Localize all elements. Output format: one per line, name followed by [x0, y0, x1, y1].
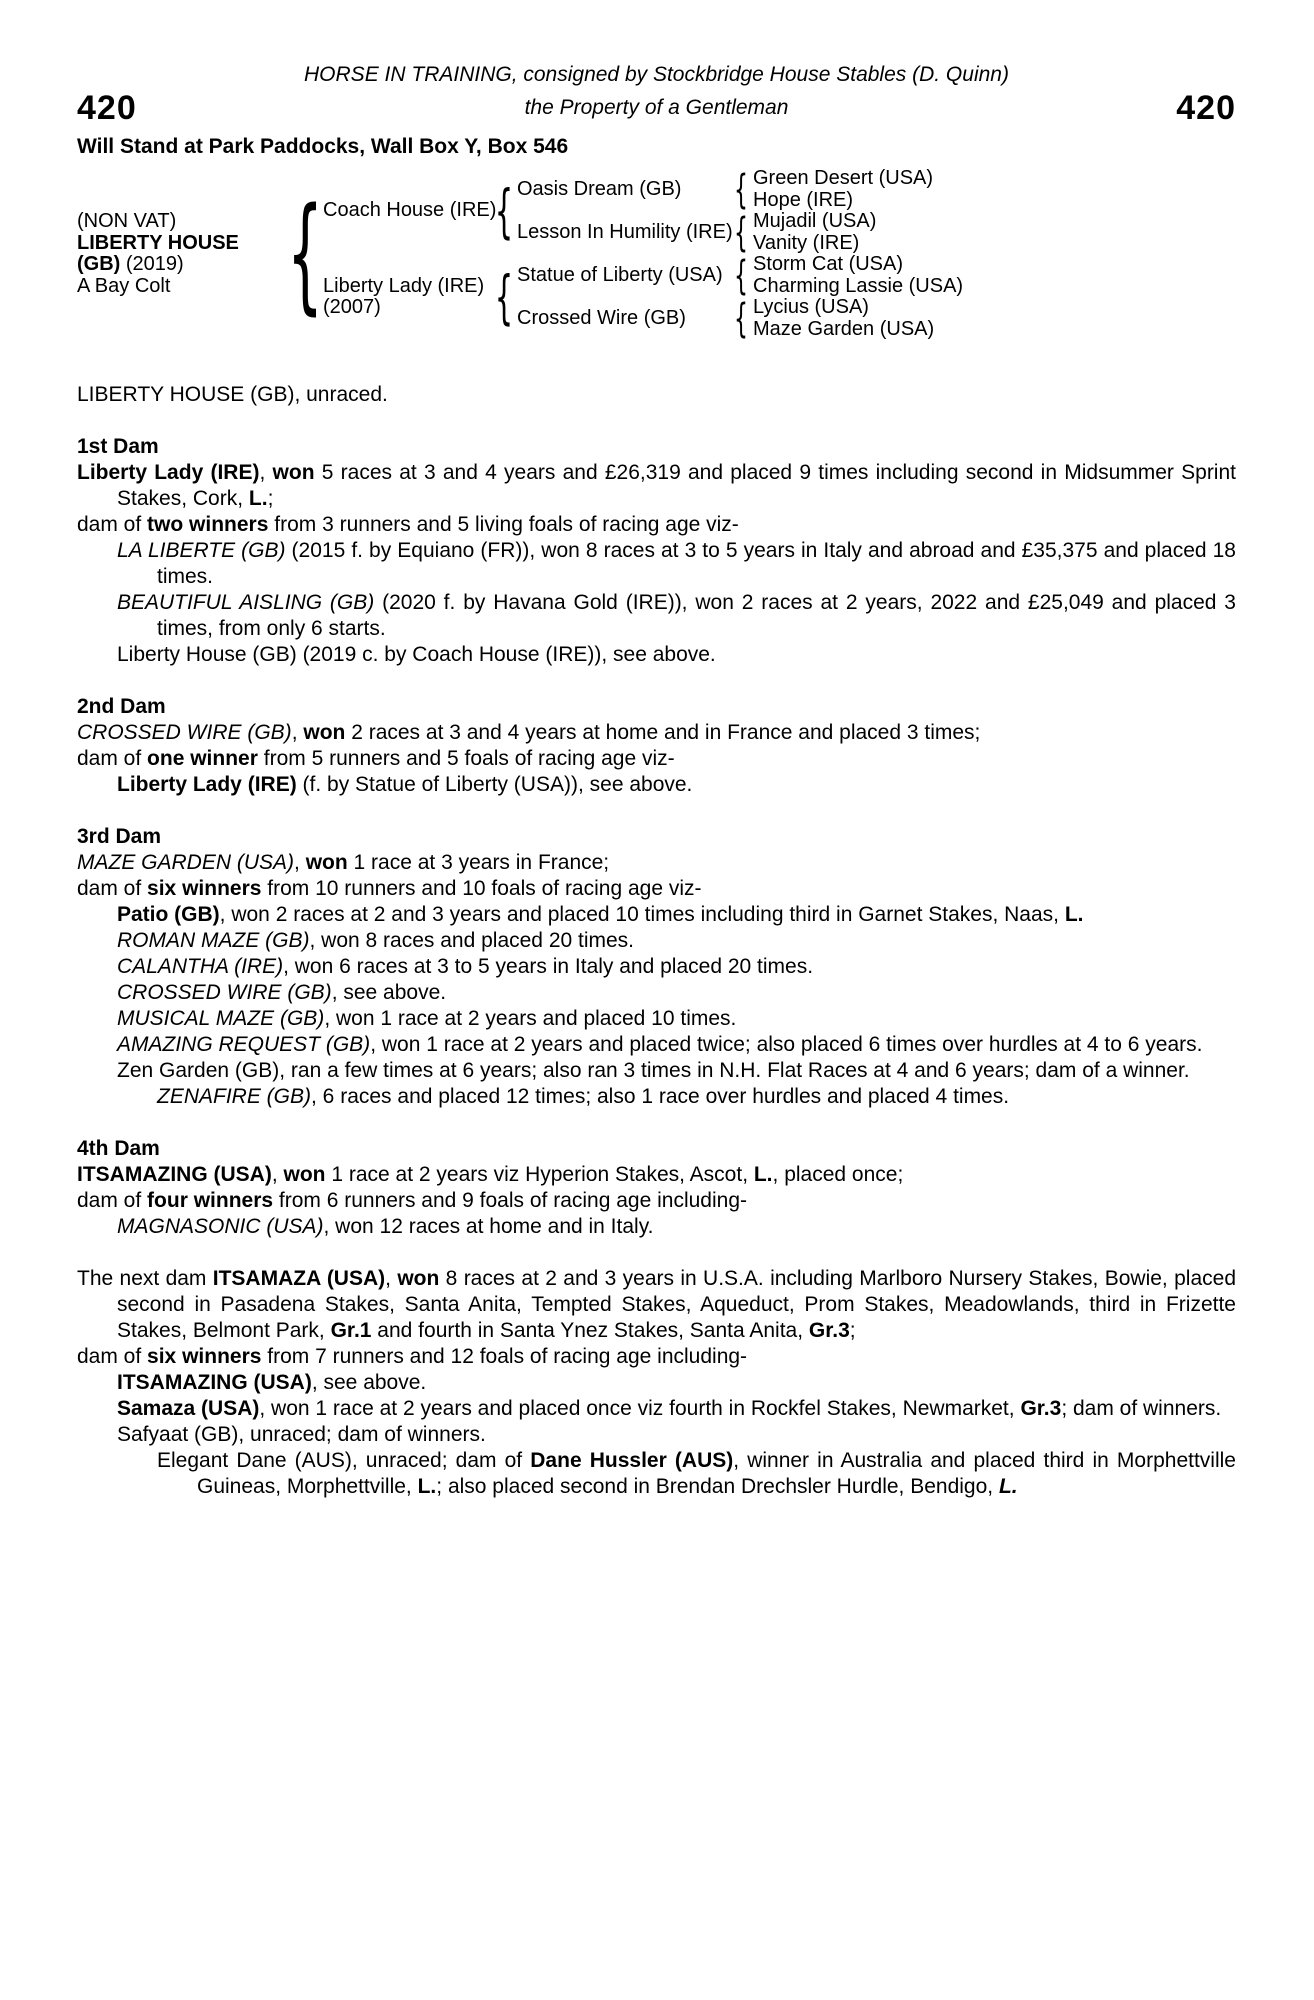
text-segment: The next dam [77, 1267, 213, 1290]
gen3-name: Storm Cat (USA) [753, 253, 904, 275]
dam-year: (2007) [323, 296, 381, 318]
text-segment: two winners [147, 513, 269, 536]
text-segment: , won 12 races at home and in Italy. [323, 1215, 654, 1238]
text-segment: from 6 runners and 9 foals of racing age including- [273, 1189, 747, 1212]
section-heading [77, 824, 1236, 850]
catalog-paragraph [77, 1188, 1236, 1214]
text-segment: and fourth in Santa Ynez Stakes, Santa Anita, [371, 1319, 809, 1342]
text-segment: Zen Garden (GB), ran a few times at 6 years; also ran 3 times in N.H. Flat Races at 4 and 6 years; dam of a winner. [117, 1059, 1190, 1082]
pedigree-gen2-column [517, 168, 933, 254]
brace-icon: { [734, 209, 749, 256]
text-segment: L. [1064, 903, 1084, 926]
gen2-name: Statue of Liberty (USA) [517, 263, 723, 286]
text-segment: (2020 f. by Havana Gold (IRE)), won 2 races at 2 years, 2022 and £25,049 and placed 3 times, from only 6 starts. [157, 591, 1236, 640]
text-segment: , winner in Australia and placed third in Morphettville Guineas, Morphettville, [197, 1449, 1236, 1498]
lot-number-right: 420 [1176, 89, 1236, 127]
pedigree-gen3-column [753, 168, 933, 211]
gen3-name: Charming Lassie (USA) [753, 274, 964, 297]
text-segment: , placed once; [772, 1163, 904, 1186]
catalog-paragraph [117, 1214, 1236, 1240]
text-segment: L. [417, 1475, 437, 1498]
text-segment: dam of [77, 513, 148, 536]
text-segment: 2nd Dam [77, 695, 166, 718]
gen2-group [517, 297, 963, 340]
gen3-name: Hope (IRE) [753, 188, 854, 211]
text-segment: L. [998, 1475, 1018, 1498]
text-segment: , see above. [331, 981, 447, 1004]
text-segment: L. [248, 487, 268, 510]
text-segment: Liberty House (GB) (2019 c. by Coach House (IRE)), see above. [117, 643, 716, 666]
catalog-paragraph [77, 720, 1236, 746]
text-segment: Liberty Lady (IRE) [117, 773, 297, 796]
text-segment: 4th Dam [77, 1137, 160, 1160]
catalog-paragraph [77, 382, 1236, 408]
text-segment: won [283, 1163, 326, 1186]
text-segment: four winners [147, 1189, 274, 1212]
text-segment: ; dam of winners. [1061, 1397, 1222, 1420]
catalog-paragraph [77, 1344, 1236, 1370]
catalog-paragraph [117, 980, 1236, 1006]
text-segment: ITSAMAZING (USA) [77, 1163, 272, 1186]
text-segment: Liberty Lady (IRE) [77, 461, 260, 484]
text-segment: dam of [77, 1189, 148, 1212]
text-segment: won [305, 851, 348, 874]
text-segment: ; also placed second in Brendan Drechsler Hurdle, Bendigo, [436, 1475, 999, 1498]
brace-icon: { [734, 166, 749, 213]
non-vat-label: (NON VAT) [77, 210, 177, 232]
pedigree-left-block [77, 211, 287, 297]
text-segment: CROSSED WIRE (GB) [77, 721, 292, 744]
pedigree-gen1-column [323, 168, 963, 340]
text-segment: Elegant Dane (AUS), unraced; dam of [157, 1449, 531, 1472]
text-segment: ROMAN MAZE (GB) [117, 929, 310, 952]
catalog-paragraph [77, 1162, 1236, 1188]
text-segment: dam of [77, 1345, 148, 1368]
text-segment: six winners [147, 877, 262, 900]
text-segment: MUSICAL MAZE (GB) [117, 1007, 325, 1030]
catalog-paragraph [117, 642, 1236, 668]
text-segment: dam of [77, 747, 148, 770]
stand-location-line: Will Stand at Park Paddocks, Wall Box Y, Box 546 [77, 135, 569, 158]
gen2-group [517, 211, 933, 254]
text-segment: ; [849, 1319, 856, 1342]
catalog-paragraph [117, 902, 1236, 928]
text-segment: , won 1 race at 2 years and placed twice; also placed 6 times over hurdles at 4 to 6 years. [370, 1033, 1203, 1056]
text-segment: from 10 runners and 10 foals of racing age viz- [261, 877, 702, 900]
horse-year: (2019) [120, 253, 184, 275]
brace-icon: { [494, 263, 514, 331]
text-segment: one winner [147, 747, 258, 770]
text-segment: , [271, 1163, 284, 1186]
catalog-paragraph [77, 876, 1236, 902]
text-segment: Gr.1 [330, 1319, 372, 1342]
pedigree-gen3-column [753, 211, 876, 254]
dam-name: Liberty Lady (IRE) [323, 274, 485, 297]
text-segment: CROSSED WIRE (GB) [117, 981, 332, 1004]
text-segment: from 7 runners and 12 foals of racing age including- [261, 1345, 748, 1368]
gen2-name: Oasis Dream (GB) [517, 177, 682, 200]
catalog-paragraph [117, 590, 1236, 642]
text-segment: Gr.3 [808, 1319, 850, 1342]
text-segment: dam of [77, 877, 148, 900]
text-segment: from 5 runners and 5 foals of racing age viz- [257, 747, 675, 770]
text-segment: Patio (GB) [117, 903, 220, 926]
gen3-name: Mujadil (USA) [753, 210, 877, 232]
gen2-name: Lesson In Humility (IRE) [517, 220, 733, 243]
gen2-name: Crossed Wire (GB) [517, 306, 686, 329]
text-segment: MAZE GARDEN (USA) [77, 851, 295, 874]
text-segment: , [385, 1267, 398, 1290]
catalog-paragraph [157, 1448, 1236, 1500]
catalog-paragraph [117, 954, 1236, 980]
text-segment: Safyaat (GB), unraced; dam of winners. [117, 1423, 486, 1446]
sire-name: Coach House (IRE) [323, 199, 497, 222]
text-segment: L. [753, 1163, 773, 1186]
text-segment: ITSAMAZING (USA) [117, 1371, 312, 1394]
text-segment: 3rd Dam [77, 825, 162, 848]
catalog-paragraph [157, 1084, 1236, 1110]
gen3-name: Lycius (USA) [753, 296, 869, 318]
catalog-paragraph [77, 460, 1236, 512]
brace-icon: { [734, 295, 749, 342]
pedigree-gen2-column [517, 254, 963, 340]
pedigree-table [77, 168, 1236, 340]
text-segment: LIBERTY HOUSE (GB), unraced. [77, 383, 388, 406]
horse-suffix [77, 254, 287, 276]
text-segment: 2 races at 3 and 4 years at home and in France and placed 3 times; [345, 721, 981, 744]
catalog-paragraph [77, 1266, 1236, 1344]
catalog-paragraph [117, 1058, 1236, 1084]
lot-header-row [77, 90, 1236, 126]
text-segment: , see above. [311, 1371, 427, 1394]
text-segment: , 6 races and placed 12 times; also 1 race over hurdles and placed 4 times. [311, 1085, 1010, 1108]
brace-icon: { [734, 252, 749, 299]
text-segment: Gr.3 [1020, 1397, 1062, 1420]
text-segment: Samaza (USA) [117, 1397, 260, 1420]
gen2-group [517, 254, 963, 297]
text-segment: , [291, 721, 304, 744]
text-segment: ; [267, 487, 274, 510]
text-segment: (2015 f. by Equiano (FR)), won 8 races at 3 to 5 years in Italy and abroad and £35,375 and placed 18 times. [157, 539, 1236, 588]
text-segment: , won 1 race at 2 years and placed 10 times. [324, 1007, 737, 1030]
catalog-paragraph [117, 538, 1236, 590]
text-segment: six winners [147, 1345, 262, 1368]
text-segment: 5 races at 3 and 4 years and £26,319 and placed 9 times including second in Midsummer Sprint Stakes, Cork, [117, 461, 1236, 510]
section-heading [77, 694, 1236, 720]
catalog-paragraph [117, 1422, 1236, 1448]
text-segment: , [259, 461, 273, 484]
text-segment: 8 races at 2 and 3 years in U.S.A. including Marlboro Nursery Stakes, Bowie, placed second in Pasadena Stakes, Santa Anita, Tempted Stakes, Aqueduct, Prom Stakes, Meadowlands, third in Frizette Stakes, Belmont Park, [117, 1267, 1236, 1342]
pedigree-gen3-column [753, 297, 934, 340]
text-segment: BEAUTIFUL AISLING (GB) [117, 591, 375, 614]
section-heading [77, 1136, 1236, 1162]
text-segment: , won 8 races and placed 20 times. [309, 929, 635, 952]
text-segment: won [397, 1267, 440, 1290]
horse-country: (GB) [77, 253, 121, 275]
body-paragraphs [77, 382, 1236, 1500]
text-segment: , won 2 races at 2 and 3 years and placed 10 times including third in Garnet Stakes, Naas, [219, 903, 1065, 926]
text-segment: won [272, 461, 315, 484]
text-segment: 1st Dam [77, 435, 159, 458]
text-segment: 1 race at 2 years viz Hyperion Stakes, Ascot, [325, 1163, 754, 1186]
text-segment: from 3 runners and 5 living foals of racing age viz- [268, 513, 739, 536]
text-segment: Dane Hussler (AUS) [530, 1449, 734, 1472]
catalog-paragraph [117, 1032, 1236, 1058]
catalog-paragraph [117, 1006, 1236, 1032]
text-segment: , won 1 race at 2 years and placed once viz fourth in Rockfel Stakes, Newmarket, [259, 1397, 1021, 1420]
text-segment: won [303, 721, 346, 744]
horse-name: LIBERTY HOUSE [77, 231, 239, 254]
text-segment: ITSAMAZA (USA) [212, 1267, 386, 1290]
pedigree-gen3-column [753, 254, 963, 297]
consignor-line: HORSE IN TRAINING, consigned by Stockbridge House Stables (D. Quinn) [304, 63, 1009, 86]
lot-number-left: 420 [77, 89, 137, 127]
gen3-name: Green Desert (USA) [753, 167, 934, 189]
catalog-paragraph [117, 928, 1236, 954]
catalog-paragraph [77, 850, 1236, 876]
catalog-paragraph [117, 1396, 1236, 1422]
text-segment: AMAZING REQUEST (GB) [117, 1033, 371, 1056]
catalog-paragraph [77, 512, 1236, 538]
text-segment: LA LIBERTE (GB) [117, 539, 286, 562]
brace-icon: { [286, 180, 324, 327]
gen3-name: Maze Garden (USA) [753, 317, 935, 340]
section-heading [77, 434, 1236, 460]
horse-description: A Bay Colt [77, 274, 171, 297]
gen3-name: Vanity (IRE) [753, 231, 860, 254]
text-segment: 1 race at 3 years in France; [347, 851, 610, 874]
text-segment: (f. by Statue of Liberty (USA)), see above. [296, 773, 693, 796]
catalog-paragraph [117, 1370, 1236, 1396]
text-segment: ZENAFIRE (GB) [157, 1085, 312, 1108]
text-segment: , [294, 851, 306, 874]
text-segment: CALANTHA (IRE) [117, 955, 284, 978]
catalog-paragraph [117, 772, 1236, 798]
property-line: the Property of a Gentleman [524, 96, 789, 119]
brace-icon: { [494, 177, 514, 245]
sire-name-block [323, 199, 497, 222]
text-segment: , won 6 races at 3 to 5 years in Italy and placed 20 times. [283, 955, 814, 978]
text-segment: MAGNASONIC (USA) [117, 1215, 324, 1238]
pedigree-dam-group [323, 254, 963, 340]
catalog-paragraph [77, 746, 1236, 772]
dam-name-block [323, 276, 491, 319]
gen2-group [517, 168, 933, 211]
pedigree-sire-group [323, 168, 963, 254]
